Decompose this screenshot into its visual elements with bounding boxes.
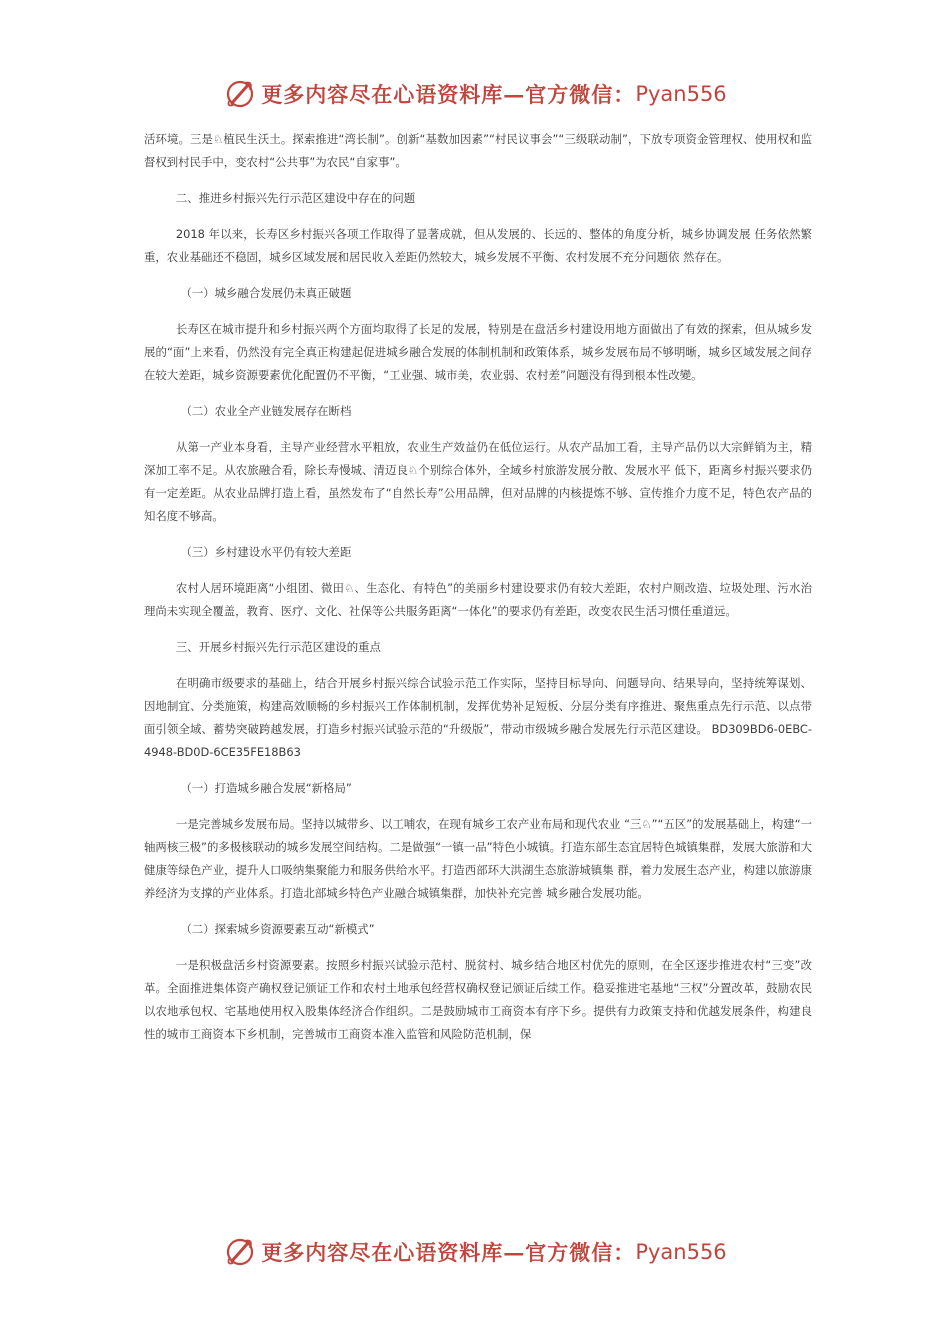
banner-text: 更多内容尽在心语资料库—官方微信： <box>261 1240 636 1265</box>
document-code: BD309BD6-0EBC-4948-BD0D-6CE35FE18B63 <box>144 722 812 759</box>
paragraph-continued: 活环境。三是♘植民生沃土。探索推进“湾长制”。创新“基数加因素”“村民议事会”“三级联动制”，下放专项资金管理权、使用权和监督权到村民手中，变农村“公共事”为农民“自家事”。 <box>144 132 812 169</box>
banner-text: 更多内容尽在心语资料库—官方微信： <box>261 82 636 107</box>
document-body <box>144 128 812 1046</box>
footer-banner <box>0 1232 950 1272</box>
pen-logo-icon <box>223 1235 257 1269</box>
section-heading-3: 三、开展乡村振兴先行示范区建设的重点 <box>175 640 381 654</box>
section-heading-2: 二、推进乡村振兴先行示范区建设中存在的问题 <box>175 191 416 205</box>
banner-wechat-id: Pyan556 <box>635 1240 727 1264</box>
header-banner <box>0 74 950 114</box>
banner-wechat-id: Pyan556 <box>635 82 727 106</box>
paragraph: 一是积极盘活乡村资源要素。按照乡村振兴试验示范村、脱贫村、城乡结合地区村优先的原则，在全区逐步推进农村“三变”改革。全面推进集体资产确权登记颁证工作和农村土地承包经营权确权登记颁证后续工作。稳妥推进宅基地“三权”分置改革，鼓励农民以农地承包权、宅基地使用权入股集体经济合作组织。二是鼓励城市工商资本有序下乡。提供有力政策支持和优越发展条件，构建良性的城市工商资本下乡机制，完善城市工商资本准入监管和风险防范机制，保 <box>144 958 812 1041</box>
paragraph: 长寿区在城市提升和乡村振兴两个方面均取得了长足的发展，特别是在盘活乡村建设用地方面做出了有效的探索，但从城乡发展的“面”上来看，仍然没有完全真正构建起促进城乡融合发展的体制机制和政策体系，城乡发展布局不够明晰，城乡区域发展之间存在较大差距，城乡资源要素优化配置仍不平衡，“工业强、城市美，农业弱、农村差”问题没有得到根本性改變。 <box>144 322 812 382</box>
subheading-2-1: （一）城乡融合发展仍未真正破题 <box>180 286 352 300</box>
paragraph: 2018 年以来，长寿区乡村振兴各项工作取得了显著成就，但从发展的、长远的、整体的角度分析，城乡协调发展 任务依然繁重，农业基础还不稳固，城乡区域发展和居民收入差距仍然较大，城乡发展不平衡、农村发展不充分问题依 然存在。 <box>144 227 812 264</box>
paragraph-with-code <box>144 672 812 764</box>
pen-logo-icon <box>223 77 257 111</box>
subheading-2-3: （三）乡村建设水平仍有较大差距 <box>180 545 352 559</box>
paragraph: 农村人居环境距离“小组团、微田♘、生态化、有特色”的美丽乡村建设要求仍有较大差距，农村户厕改造、垃圾处理、污水治理尚未实现全覆盖，教育、医疗、文化、社保等公共服务距离“一体化”的要求仍有差距，改变农民生活习惯任重道远。 <box>144 581 812 618</box>
subheading-2-2: （二）农业全产业链发展存在断档 <box>180 404 352 418</box>
subheading-3-2: （二）探索城乡资源要素互动“新模式” <box>180 922 375 936</box>
paragraph-text: 在明确市级要求的基础上，结合开展乡村振兴综合试验示范工作实际，坚持目标导向、问题导向、结果导向，坚持统筹谋划、因地制宜、分类施策，构建高效顺畅的乡村振兴工作体制机制，发挥优势补足短板、分层分类有序推进、聚焦重点先行示范、以点带面引领全域、蓄势突破跨越发展，打造乡村振兴试验示范的“升级版”，带动市级城乡融合发展先行示范区建设。 <box>144 676 812 736</box>
paragraph: 从第一产业本身看，主导产业经营水平粗放，农业生产效益仍在低位运行。从农产品加工看，主导产品仍以大宗鲜销为主，精深加工率不足。从农旅融合看，除长寿慢城、清迈良♘个别综合体外，全域乡村旅游发展分散、发展水平 低下，距离乡村振兴要求仍有一定差距。从农业品牌打造上看，虽然发布了“自然长寿”公用品牌，但对品牌的内核提炼不够、宣传推介力度不足，特色农产品的知名度不够高。 <box>144 440 812 523</box>
paragraph: 一是完善城乡发展布局。坚持以城带乡、以工哺农，在现有城乡工农产业布局和现代农业 “三♘”“五区”的发展基础上，构建“一轴两核三极”的多极核联动的城乡发展空间结构。二是做强“一镇一品”特色小城镇。打造东部生态宜居特色城镇集群，发展大旅游和大健康等绿色产业，提升人口吸纳集聚能力和服务供给水平。打造西部环大洪湖生态旅游城镇集 群，着力发展生态产业，构建以旅游康养经济为支撑的产业体系。打造北部城乡特色产业融合城镇集群，加快补充完善 城乡融合发展功能。 <box>144 817 812 900</box>
subheading-3-1: （一）打造城乡融合发展“新格局” <box>180 781 352 795</box>
